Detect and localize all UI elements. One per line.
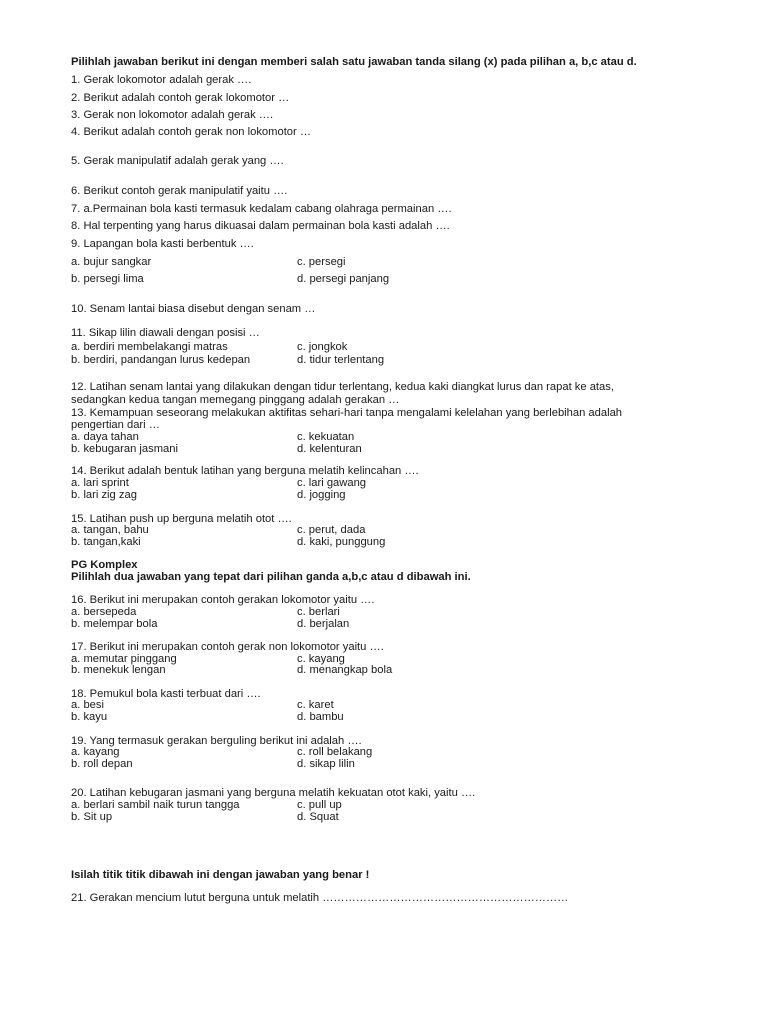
question-13-continued: pengertian dari …	[71, 419, 160, 431]
section-title-pg-komplex: PG Komplex	[71, 559, 138, 571]
question-19: 19. Yang termasuk gerakan berguling berikut ini adalah ….	[71, 735, 362, 747]
option-d: d. berjalan	[297, 618, 350, 630]
question-21: 21. Gerakan mencium lutut berguna untuk melatih …………………………………………………………	[71, 892, 569, 904]
option-b: b. melempar bola	[71, 618, 158, 630]
question-2: 2. Berikut adalah contoh gerak lokomotor …	[71, 92, 290, 104]
option-d: d. kelenturan	[297, 443, 362, 455]
option-b: b. menekuk lengan	[71, 664, 166, 676]
option-c: c. persegi	[297, 256, 346, 268]
option-c: c. jongkok	[297, 341, 348, 353]
option-a: a. bersepeda	[71, 606, 137, 618]
option-d: d. tidur terlentang	[297, 354, 385, 366]
option-b: b. lari zig zag	[71, 489, 137, 501]
option-a: a. besi	[71, 699, 104, 711]
option-c: c. berlari	[297, 606, 340, 618]
option-a: a. daya tahan	[71, 431, 139, 443]
option-c: c. karet	[297, 699, 334, 711]
section-2-instruction: Pilihlah dua jawaban yang tepat dari pilihan ganda a,b,c atau d dibawah ini.	[71, 571, 471, 583]
option-d: d. sikap lilin	[297, 758, 355, 770]
question-11: 11. Sikap lilin diawali dengan posisi …	[71, 327, 260, 339]
option-d: d. menangkap bola	[297, 664, 393, 676]
option-a: a. tangan, bahu	[71, 524, 149, 536]
question-14: 14. Berikut adalah bentuk latihan yang berguna melatih kelincahan ….	[71, 465, 419, 477]
question-6: 6. Berikut contoh gerak manipulatif yaitu ….	[71, 185, 288, 197]
option-d: d. kaki, punggung	[297, 536, 386, 548]
option-c: c. roll belakang	[297, 746, 373, 758]
option-a: a. berdiri membelakangi matras	[71, 341, 228, 353]
option-a: a. lari sprint	[71, 477, 129, 489]
question-3: 3. Gerak non lokomotor adalah gerak ….	[71, 109, 274, 121]
option-b: b. persegi lima	[71, 273, 144, 285]
instruction-heading: Pilihlah jawaban berikut ini dengan memberi salah satu jawaban tanda silang (x) pada pilihan a, b,c atau d.	[71, 56, 637, 68]
section-3-instruction: Isilah titik titik dibawah ini dengan jawaban yang benar !	[71, 869, 370, 881]
option-a: a. kayang	[71, 746, 120, 758]
question-13: 13. Kemampuan seseorang melakukan aktifitas sehari-hari tanpa mengalami kelelahan yang berlebihan adalah	[71, 407, 623, 419]
question-17: 17. Berikut ini merupakan contoh gerak non lokomotor yaitu ….	[71, 641, 384, 653]
option-c: c. pull up	[297, 799, 342, 811]
question-18: 18. Pemukul bola kasti terbuat dari ….	[71, 688, 261, 700]
option-a: a. bujur sangkar	[71, 256, 152, 268]
question-15: 15. Latihan push up berguna melatih otot ….	[71, 513, 292, 525]
option-b: b. roll depan	[71, 758, 133, 770]
question-1: 1. Gerak lokomotor adalah gerak ….	[71, 74, 252, 86]
option-c: c. lari gawang	[297, 477, 367, 489]
option-b: b. kebugaran jasmani	[71, 443, 178, 455]
option-d: d. Squat	[297, 811, 339, 823]
question-20: 20. Latihan kebugaran jasmani yang berguna melatih kekuatan otot kaki, yaitu ….	[71, 787, 476, 799]
option-a: a. berlari sambil naik turun tangga	[71, 799, 240, 811]
question-8: 8. Hal terpenting yang harus dikuasai dalam permainan bola kasti adalah ….	[71, 220, 450, 232]
question-12-continued: sedangkan kedua tangan memegang pinggang adalah gerakan …	[71, 394, 400, 406]
question-16: 16. Berikut ini merupakan contoh gerakan lokomotor yaitu ….	[71, 594, 375, 606]
question-9: 9. Lapangan bola kasti berbentuk ….	[71, 238, 254, 250]
option-c: c. kayang	[297, 653, 345, 665]
option-b: b. tangan,kaki	[71, 536, 141, 548]
question-12: 12. Latihan senam lantai yang dilakukan dengan tidur terlentang, kedua kaki diangkat lurus dan rapat ke atas,	[71, 381, 614, 393]
question-4: 4. Berikut adalah contoh gerak non lokomotor …	[71, 126, 312, 138]
question-7: 7. a.Permainan bola kasti termasuk kedalam cabang olahraga permainan ….	[71, 203, 452, 215]
option-d: d. bambu	[297, 711, 344, 723]
option-b: b. kayu	[71, 711, 108, 723]
option-c: c. perut, dada	[297, 524, 366, 536]
option-a: a. memutar pinggang	[71, 653, 177, 665]
option-d: d. jogging	[297, 489, 346, 501]
option-d: d. persegi panjang	[297, 273, 390, 285]
question-10: 10. Senam lantai biasa disebut dengan senam …	[71, 303, 316, 315]
option-b: b. berdiri, pandangan lurus kedepan	[71, 354, 251, 366]
option-c: c. kekuatan	[297, 431, 355, 443]
question-5: 5. Gerak manipulatif adalah gerak yang ….	[71, 155, 284, 167]
option-b: b. Sit up	[71, 811, 113, 823]
